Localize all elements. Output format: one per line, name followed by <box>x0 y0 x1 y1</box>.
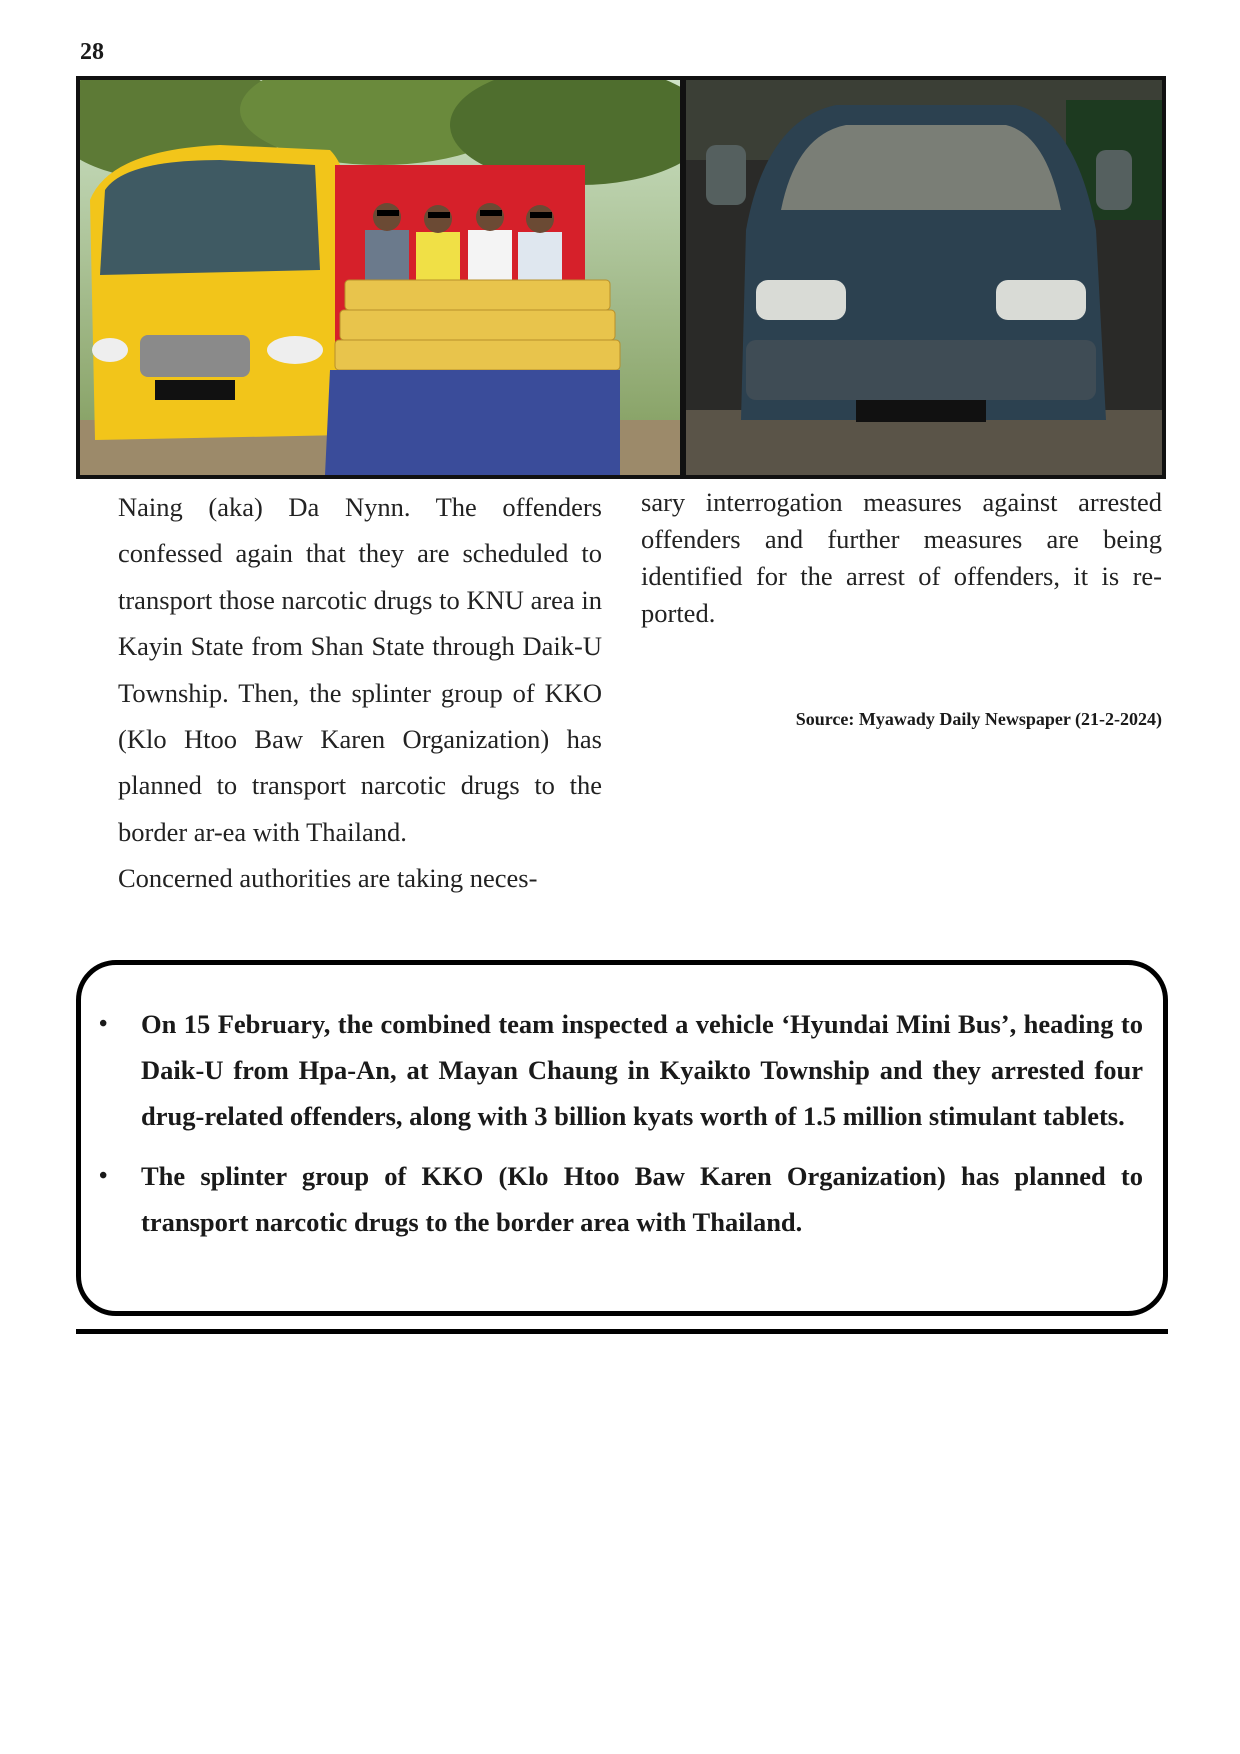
horizontal-rule <box>76 1329 1168 1334</box>
article-left-column <box>118 484 602 902</box>
minibus-seizure-illustration <box>80 80 680 475</box>
photo-minibus-seizure <box>80 80 680 475</box>
photo-strip <box>76 76 1166 479</box>
van-illustration <box>686 80 1162 475</box>
highlight-text: On 15 February, the combined team inspected a vehicle ‘Hyundai Mini Bus’, heading to Daik-U from Hpa-An, at Mayan Chaung in Kyaikto Township and they arrested four drug-related offenders, along with 3 billion kyats worth of 1.5 million stimulant tablets. <box>141 1009 1143 1131</box>
article-paragraph: Concerned authorities are taking neces- <box>118 863 538 894</box>
photo-van-night <box>686 80 1162 475</box>
highlight-text: The splinter group of KKO (Klo Htoo Baw Karen Organization) has planned to transport narcotic drugs to the border area with Thailand. <box>141 1161 1143 1237</box>
highlight-box <box>76 960 1168 1316</box>
article-paragraph: Naing (aka) Da Nynn. The offenders confessed again that they are scheduled to transport those narcotic drugs to KNU area in Kayin State from Shan State through Daik-U Township. Then, the splinter group of KKO (Klo Htoo Baw Karen Organization) has planned to transport narcotic drugs to the border ar-ea with Thailand. <box>118 492 602 847</box>
bullet-icon: • <box>99 1163 108 1189</box>
highlight-item <box>81 1153 1163 1245</box>
article-paragraph: sary interrogation measures against arrested offenders and further measures are being identified for the arrest of offenders, it is re-ported. <box>641 487 1162 628</box>
bullet-icon: • <box>99 1011 108 1037</box>
highlight-list <box>81 1001 1163 1259</box>
highlight-item <box>81 1001 1163 1139</box>
page-number: 28 <box>80 39 104 65</box>
article-right-column <box>641 484 1162 632</box>
source-citation: Source: Myawady Daily Newspaper (21-2-2024) <box>795 709 1162 729</box>
